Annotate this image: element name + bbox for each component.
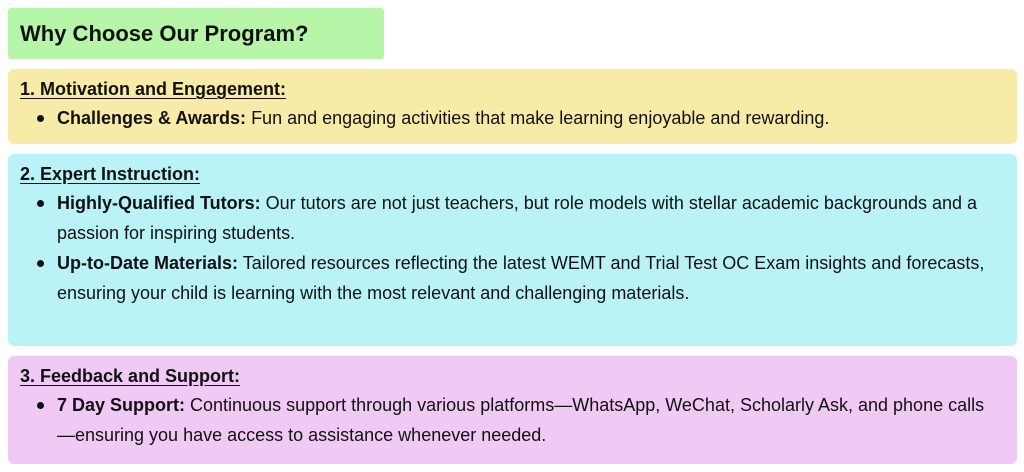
item-text: Continuous support through various platforms—WhatsApp, WeChat, Scholarly Ask, and phone calls—ensuring you have access to assistance whenever needed. [57, 395, 985, 445]
bullet-list [20, 103, 1005, 133]
item-label: Up-to-Date Materials: [57, 253, 239, 273]
item-text: Our tutors are not just teachers, but role models with stellar academic backgrounds and a passion for inspiring students. [57, 193, 978, 243]
list-item [20, 390, 1005, 450]
list-item [20, 248, 1005, 308]
item-text: Fun and engaging activities that make learning enjoyable and rewarding. [246, 108, 830, 128]
section-expert-instruction [8, 154, 1017, 346]
list-item [20, 103, 1005, 133]
list-item [20, 188, 1005, 248]
page-title [8, 8, 384, 59]
section-motivation [8, 69, 1017, 144]
section-feedback-support [8, 356, 1017, 464]
item-text: Tailored resources reflecting the latest WEMT and Trial Test OC Exam insights and forecasts, ensuring your child is learning with the most relevant and challenging materials. [57, 253, 985, 303]
section-heading: 2. Expert Instruction: [20, 164, 201, 184]
page-title-text: Why Choose Our Program? [20, 20, 309, 46]
item-label: 7 Day Support: [57, 395, 186, 415]
bullet-list [20, 188, 1005, 308]
item-label: Highly-Qualified Tutors: [57, 193, 261, 213]
bullet-list [20, 390, 1005, 450]
section-heading: 3. Feedback and Support: [20, 366, 241, 386]
item-label: Challenges & Awards: [57, 108, 247, 128]
section-heading: 1. Motivation and Engagement: [20, 79, 287, 99]
